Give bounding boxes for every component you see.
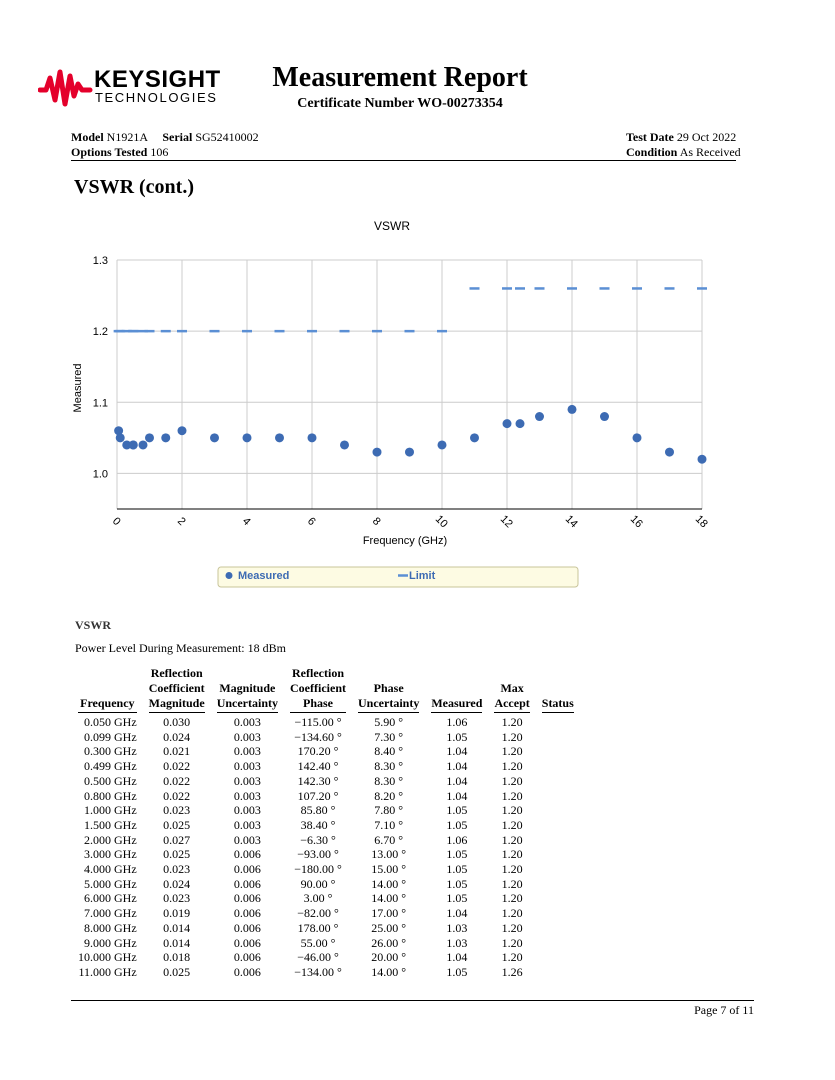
table-cell	[536, 789, 580, 804]
table-cell: 14.00 °	[371, 876, 407, 891]
meta-left	[71, 130, 371, 160]
test-date-label: Test Date	[626, 130, 674, 144]
table-cell	[536, 803, 580, 818]
table-header-cell	[143, 666, 211, 715]
table-cell	[536, 906, 580, 921]
certificate-number: Certificate Number WO-00273354	[297, 96, 503, 111]
chart-title: VSWR	[374, 219, 410, 233]
table-cell: 1.05	[446, 847, 468, 862]
table-cell: 0.006	[233, 891, 261, 906]
table-cell: 85.80 °	[300, 803, 336, 818]
y-tick-label: 1.3	[92, 255, 108, 267]
table-cell: 1.20	[501, 773, 523, 788]
table-cell: −180.00 °	[294, 862, 342, 877]
table-header-text: Max Accept	[494, 681, 529, 713]
table-row	[72, 877, 580, 892]
table-cell: 1.20	[501, 891, 523, 906]
table-cell: 0.021	[163, 744, 191, 759]
table-cell	[536, 833, 580, 848]
table-cell: 20.00 °	[371, 950, 407, 965]
table-cell: −134.60 °	[294, 729, 342, 744]
table-row	[72, 774, 580, 789]
options-label: Options Tested	[71, 145, 148, 159]
table-row	[72, 921, 580, 936]
table-cell: 7.80 °	[374, 803, 404, 818]
table-row	[72, 965, 580, 980]
keysight-logo	[38, 66, 221, 110]
y-tick-label: 1.0	[92, 468, 108, 481]
table-header-row	[72, 666, 580, 715]
limit-series	[114, 288, 707, 331]
table-cell: 0.006	[233, 862, 261, 877]
table-cell: 0.019	[163, 906, 191, 921]
table-cell: 0.025	[163, 817, 191, 832]
table-cell	[536, 877, 580, 892]
measured-point	[340, 440, 349, 449]
table-header-text: Reflection Coefficient Magnitude	[149, 666, 205, 713]
header-divider	[71, 160, 736, 161]
table-cell: 1.03	[446, 935, 468, 950]
table-cell: 2.000 GHz	[84, 832, 137, 847]
table-header-text: Magnitude Uncertainty	[217, 681, 278, 713]
measured-point	[145, 433, 154, 442]
table-cell: 26.00 °	[371, 935, 407, 950]
table-cell: 13.00 °	[371, 847, 407, 862]
measured-point	[405, 448, 414, 457]
x-tick-label: 0	[109, 515, 123, 529]
table-cell: 0.024	[163, 729, 191, 744]
y-tick-label: 1.1	[92, 397, 108, 410]
table-cell: 8.000 GHz	[84, 920, 137, 935]
measured-point	[275, 433, 284, 442]
measured-point	[129, 440, 138, 449]
measured-point	[178, 426, 187, 435]
condition-value: As Received	[679, 145, 741, 159]
table-cell: 7.10 °	[374, 817, 404, 832]
table-cell: 142.40 °	[297, 759, 339, 774]
table-cell: 1.04	[446, 950, 468, 965]
table-cell: 17.00 °	[371, 906, 407, 921]
table-cell: 0.023	[163, 862, 191, 877]
table-cell: 38.40 °	[300, 817, 336, 832]
table-header-text: Frequency	[78, 696, 137, 713]
measured-point	[210, 433, 219, 442]
table-cell: 0.014	[163, 920, 191, 935]
table-cell: 0.500 GHz	[84, 773, 137, 788]
measured-point	[535, 412, 544, 421]
table-cell: 5.90 °	[374, 715, 404, 729]
table-cell: 0.003	[233, 759, 261, 774]
report-title: Measurement Report	[272, 62, 528, 93]
table-cell: 0.006	[233, 906, 261, 921]
measured-point	[243, 433, 252, 442]
table-cell: 0.018	[163, 950, 191, 965]
brand-name: KEYSIGHT	[94, 66, 221, 93]
x-tick-label: 2	[174, 515, 188, 529]
table-cell	[536, 950, 580, 965]
table-cell: 1.500 GHz	[84, 817, 137, 832]
table-row	[72, 744, 580, 759]
model-label: Model	[71, 130, 104, 144]
y-tick-label: 1.2	[92, 326, 108, 339]
table-cell	[536, 774, 580, 789]
table-cell: 0.022	[163, 773, 191, 788]
table-cell: −115.00 °	[294, 715, 342, 729]
table-cell: 178.00 °	[297, 920, 339, 935]
table-cell: 7.000 GHz	[84, 906, 137, 921]
table-cell: −93.00 °	[297, 847, 339, 862]
table-cell: 0.003	[233, 715, 261, 729]
table-cell: 0.006	[233, 876, 261, 891]
table-cell	[536, 847, 580, 862]
table-cell: 1.04	[446, 759, 468, 774]
table-cell: 0.006	[233, 950, 261, 965]
table-row	[72, 833, 580, 848]
table-row	[72, 950, 580, 965]
table-cell: 1.05	[446, 891, 468, 906]
table-cell: 0.006	[233, 847, 261, 862]
table-cell: 0.025	[163, 847, 191, 862]
chart-axes	[93, 255, 710, 530]
table-cell: 1.05	[446, 729, 468, 744]
table-cell: 8.40 °	[374, 744, 404, 759]
measured-point	[161, 433, 170, 442]
measured-point	[568, 405, 577, 414]
section-title: VSWR (cont.)	[74, 176, 194, 198]
table-header-cell	[352, 666, 425, 715]
table-cell: 0.003	[233, 803, 261, 818]
table-cell: 14.00 °	[371, 891, 407, 906]
measured-point	[308, 433, 317, 442]
table-header-text: Status	[542, 696, 574, 713]
table-row	[72, 906, 580, 921]
table-row	[72, 847, 580, 862]
table-cell: 1.05	[446, 817, 468, 832]
table-cell: 142.30 °	[297, 773, 339, 788]
table-cell	[536, 936, 580, 951]
measured-point	[503, 419, 512, 428]
table-cell: 1.06	[446, 832, 468, 847]
power-level-text: Power Level During Measurement: 18 dBm	[75, 641, 286, 655]
table-body	[72, 715, 580, 980]
vswr-chart-svg	[60, 212, 760, 597]
table-cell: 0.022	[163, 759, 191, 774]
table-cell: 8.20 °	[374, 788, 404, 803]
measured-point	[600, 412, 609, 421]
table-cell: 1.05	[446, 803, 468, 818]
table-cell: 1.04	[446, 788, 468, 803]
table-cell: 1.000 GHz	[84, 803, 137, 818]
legend-measured-label: Measured	[238, 570, 290, 582]
x-tick-label: 18	[692, 513, 710, 531]
table-cell: 1.04	[446, 773, 468, 788]
table-cell: 1.20	[501, 744, 523, 759]
table-row	[72, 759, 580, 774]
table-cell: 1.05	[446, 862, 468, 877]
table-cell: 6.000 GHz	[84, 891, 137, 906]
table-header-cell	[488, 666, 535, 715]
table-row	[72, 789, 580, 804]
table-cell: 55.00 °	[300, 935, 336, 950]
table-cell: 1.20	[501, 759, 523, 774]
measured-point	[139, 440, 148, 449]
table-cell: 5.000 GHz	[84, 876, 137, 891]
table-row	[72, 730, 580, 745]
x-tick-label: 12	[497, 513, 515, 531]
table-section-label: VSWR	[75, 618, 112, 632]
table-cell: 0.800 GHz	[84, 788, 137, 803]
table-cell: 1.20	[501, 950, 523, 965]
table-cell: 1.20	[501, 876, 523, 891]
table-row	[72, 862, 580, 877]
table-cell: 1.20	[501, 862, 523, 877]
table-cell: 6.70 °	[374, 832, 404, 847]
table-cell: 0.030	[163, 715, 191, 729]
table-cell: 0.003	[233, 729, 261, 744]
x-tick-label: 16	[627, 513, 645, 531]
measured-point	[373, 448, 382, 457]
table-cell: 0.006	[233, 964, 261, 979]
serial-label: Serial	[162, 130, 193, 144]
table-cell: 8.30 °	[374, 773, 404, 788]
table-header-cell	[72, 666, 143, 715]
measured-point	[698, 455, 707, 464]
table-cell: 1.20	[501, 817, 523, 832]
table-cell	[536, 744, 580, 759]
brand-subtitle: TECHNOLOGIES	[95, 90, 218, 105]
footer-divider	[71, 1000, 754, 1001]
table-cell: 25.00 °	[371, 920, 407, 935]
table-cell: 1.04	[446, 906, 468, 921]
table-cell: 1.26	[501, 964, 523, 979]
table-cell: 0.003	[233, 788, 261, 803]
model-value: N1921A	[106, 130, 148, 144]
keysight-wave-icon	[38, 66, 94, 110]
table-cell: 9.000 GHz	[84, 935, 137, 950]
test-date-value: 29 Oct 2022	[676, 130, 737, 144]
table-cell: 0.003	[233, 832, 261, 847]
table-cell: 0.300 GHz	[84, 744, 137, 759]
vswr-chart	[60, 212, 760, 597]
table-cell: 8.30 °	[374, 759, 404, 774]
table-header-text: Phase Uncertainty	[358, 681, 419, 713]
measured-point	[438, 440, 447, 449]
table-cell: 1.05	[446, 876, 468, 891]
measured-point	[516, 419, 525, 428]
table-cell: 14.00 °	[371, 964, 407, 979]
table-cell	[536, 921, 580, 936]
x-tick-label: 6	[304, 515, 318, 529]
table-header-text: Reflection Coefficient Phase	[290, 666, 346, 713]
table-cell: 3.000 GHz	[84, 847, 137, 862]
options-value: 106	[150, 145, 169, 159]
table-cell	[536, 715, 580, 730]
table-cell: 1.05	[446, 964, 468, 979]
table-cell: 170.20 °	[297, 744, 339, 759]
table-cell: −82.00 °	[297, 906, 339, 921]
page-number: Page 7 of 11	[694, 1003, 754, 1017]
table-header-cell	[284, 666, 352, 715]
table-cell: 0.023	[163, 891, 191, 906]
table-cell: 1.20	[501, 788, 523, 803]
measured-point	[633, 433, 642, 442]
x-tick-label: 4	[239, 515, 253, 529]
table-cell: 1.20	[501, 803, 523, 818]
table-cell	[536, 862, 580, 877]
serial-value: SG52410002	[195, 130, 259, 144]
condition-label: Condition	[626, 145, 678, 159]
table-cell: −134.00 °	[294, 964, 342, 979]
table-cell: 107.20 °	[297, 788, 339, 803]
legend-measured-marker	[226, 572, 233, 579]
chart-legend	[218, 567, 578, 587]
table-cell: 0.006	[233, 920, 261, 935]
table-cell	[536, 818, 580, 833]
table-cell: 0.022	[163, 788, 191, 803]
table-cell: 1.20	[501, 935, 523, 950]
measured-series	[114, 405, 706, 464]
table-cell: 1.20	[501, 715, 523, 729]
measured-point	[665, 448, 674, 457]
x-tick-label: 10	[432, 513, 450, 531]
table-cell: 4.000 GHz	[84, 862, 137, 877]
table-header-cell	[211, 666, 284, 715]
table-cell: 0.027	[163, 832, 191, 847]
table-cell: 7.30 °	[374, 729, 404, 744]
table-cell: 0.003	[233, 744, 261, 759]
chart-grid	[117, 260, 702, 509]
table-cell: 90.00 °	[300, 876, 336, 891]
table-cell: 0.024	[163, 876, 191, 891]
table-row	[72, 936, 580, 951]
table-cell: 1.20	[501, 847, 523, 862]
table-cell: −46.00 °	[297, 950, 339, 965]
table-cell	[536, 891, 580, 906]
table-row	[72, 803, 580, 818]
table-cell: 1.20	[501, 920, 523, 935]
table-cell: −6.30 °	[300, 832, 336, 847]
x-axis-label: Frequency (GHz)	[362, 535, 448, 547]
meta-right	[520, 130, 744, 160]
measured-point	[470, 433, 479, 442]
table-cell: 0.003	[233, 773, 261, 788]
table-cell: 1.03	[446, 920, 468, 935]
table-row	[72, 891, 580, 906]
table-cell: 0.050 GHz	[84, 715, 137, 729]
table-cell: 11.000 GHz	[78, 964, 137, 979]
legend-limit-label: Limit	[409, 570, 436, 582]
table-cell: 0.499 GHz	[84, 759, 137, 774]
table-header-text: Measured	[431, 696, 482, 713]
table-cell: 0.023	[163, 803, 191, 818]
table-cell: 10.000 GHz	[78, 950, 137, 965]
vswr-table	[72, 666, 580, 980]
table-cell: 1.04	[446, 744, 468, 759]
x-tick-label: 8	[369, 515, 383, 529]
table-cell: 3.00 °	[303, 891, 333, 906]
table-cell: 0.003	[233, 817, 261, 832]
table-header-cell	[536, 666, 580, 715]
table-cell: 0.014	[163, 935, 191, 950]
table-cell: 1.06	[446, 715, 468, 729]
measured-point	[116, 433, 125, 442]
table-cell: 0.099 GHz	[84, 729, 137, 744]
y-axis-label: Measured	[72, 363, 84, 413]
table-cell: 0.006	[233, 935, 261, 950]
table-cell	[536, 730, 580, 745]
x-tick-label: 14	[562, 513, 580, 531]
table-cell: 0.025	[163, 964, 191, 979]
table-cell: 1.20	[501, 906, 523, 921]
table-cell: 1.20	[501, 832, 523, 847]
table-row	[72, 715, 580, 730]
table-cell: 1.20	[501, 729, 523, 744]
table-cell	[536, 759, 580, 774]
table-row	[72, 818, 580, 833]
table-cell	[536, 965, 580, 980]
table-cell: 15.00 °	[371, 862, 407, 877]
table-header-cell	[425, 666, 488, 715]
